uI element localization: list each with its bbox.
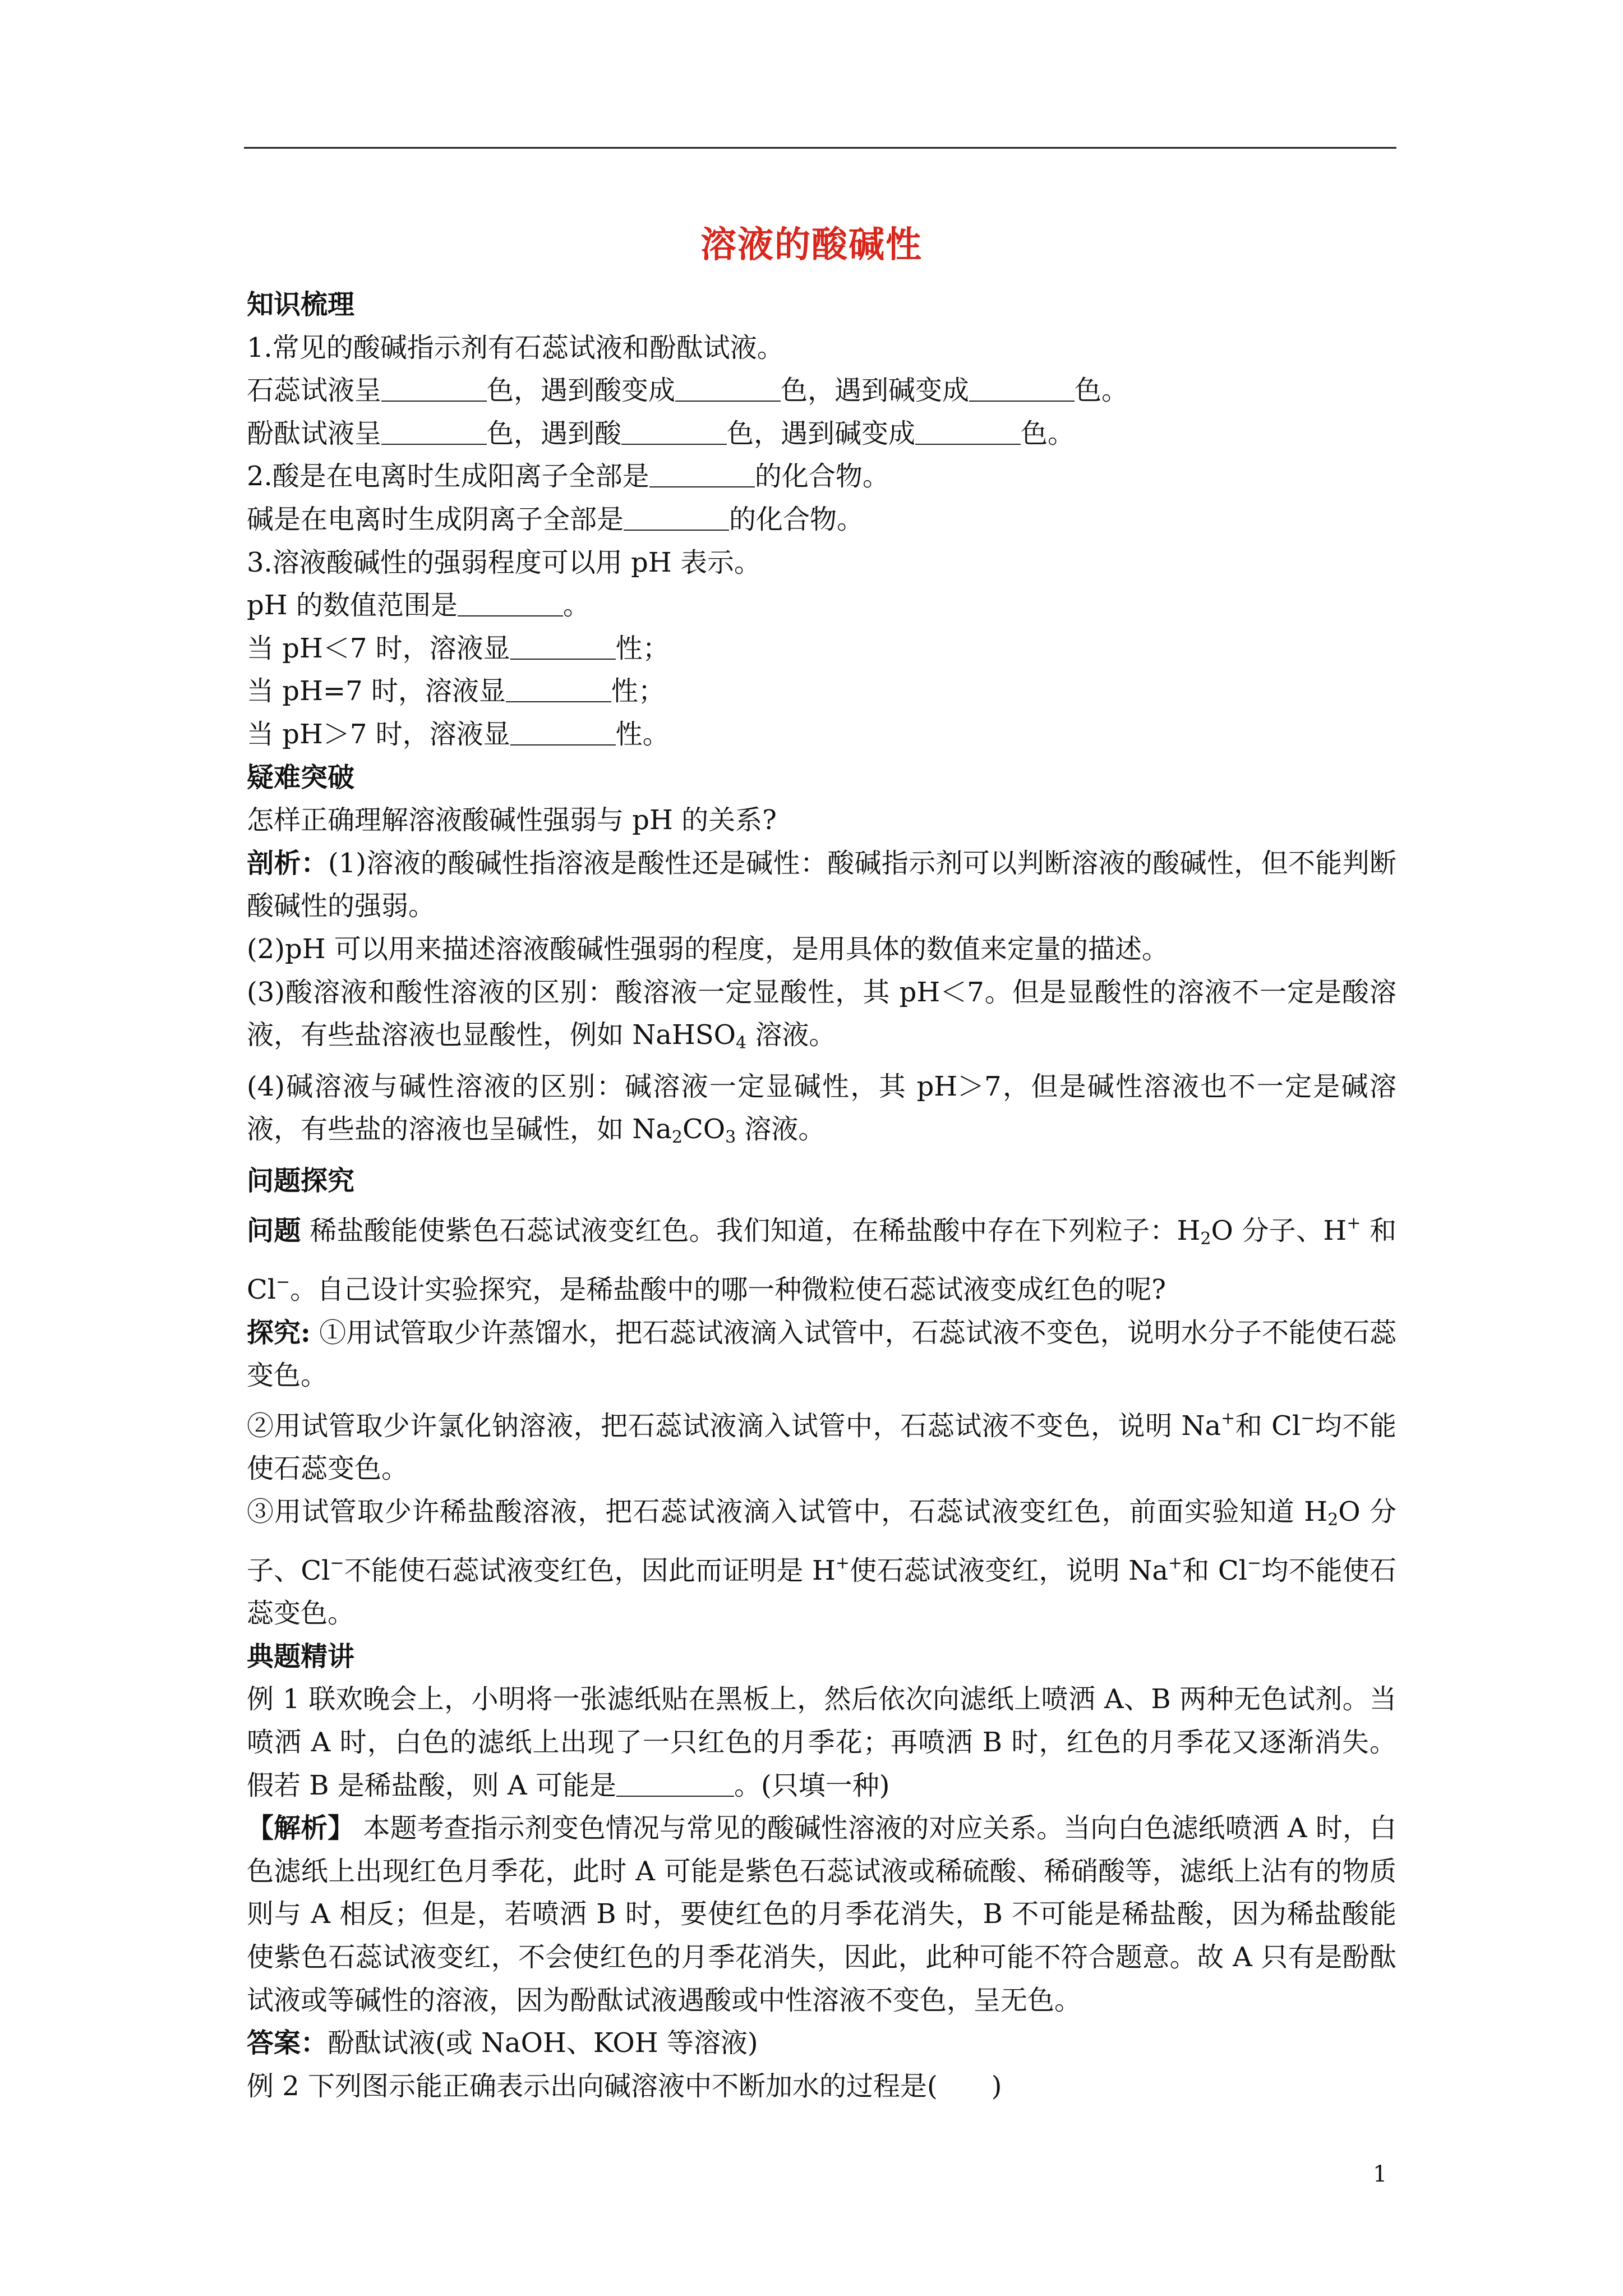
fill-blank (621, 421, 727, 445)
difficulty-analysis-1: 剖析：(1)溶液的酸碱性指溶液是酸性还是碱性：酸碱指示剂可以判断溶液的酸碱性，但不能判断酸碱性的强弱。 (247, 847, 1396, 922)
difficulty-analysis-3: (3)酸溶液和酸性溶液的区别：酸溶液一定显酸性，其 pH＜7。但是显酸性的溶液不一定是酸溶液，有些盐溶液也显酸性，例如 NaHSO$_4$ 溶液。 (247, 976, 1396, 1053)
fill-blank (381, 421, 487, 445)
fill-blank (381, 378, 487, 402)
knowledge-line-4: 2.酸是在电离时生成阳离子全部是 的化合物。 (247, 461, 889, 493)
fill-blank (649, 464, 755, 487)
knowledge-line-5: 碱是在电离时生成阴离子全部是 的化合物。 (247, 503, 864, 535)
inquiry-explore-1: 探究: ①用试管取少许蒸馏水，把石蕊试液滴入试管中，石蕊试液不变色，说明水分子不能使石蕊变色。 (247, 1317, 1396, 1392)
header-rule (244, 147, 1396, 149)
inquiry-problem: 问题 稀盐酸能使紫色石蕊试液变红色。我们知道，在稀盐酸中存在下列粒子：$H_2O$ 分子、H+ 和 Cl−。自己设计实验探究，是稀盐酸中的哪一种微粒使石蕊试液变成红色的呢? (247, 1213, 1396, 1306)
page-number: 1 (1373, 2161, 1387, 2187)
fill-blank (675, 378, 781, 402)
inquiry-explore-2: ②用试管取少许氯化钠溶液，把石蕊试液滴入试管中，石蕊试液不变色，说明 Na+和 Cl−均不能使石蕊变色。 (247, 1408, 1396, 1485)
fill-blank (616, 1773, 734, 1797)
fill-blank (458, 593, 563, 616)
example-1: 例 1 联欢晚会上，小明将一张滤纸贴在黑板上，然后依次向滤纸上喷洒 A、B 两种无色试剂。当喷洒 A 时，白色的滤纸上出现了一只红色的月季花；再喷洒 B 时，红色的月季花又逐渐消失。假若 B 是稀盐酸，则 A 可能是 。(只填一种) (247, 1683, 1396, 1801)
page-title: 溶液的酸碱性 (700, 224, 923, 266)
inquiry-explore-3: ③用试管取少许稀盐酸溶液，把石蕊试液滴入试管中，石蕊试液变红色，前面实验知道 $H_2O$ 分子、Cl−不能使石蕊试液变红色，因此而证明是 H+使石蕊试液变红，说明 Na+和 Cl−均不能使石蕊变色。 (247, 1496, 1396, 1630)
knowledge-line-1: 1.常见的酸碱指示剂有石蕊试液和酚酞试液。 (247, 332, 784, 364)
fill-blank (624, 507, 729, 531)
knowledge-line-6: 3.溶液酸碱性的强弱程度可以用 pH 表示。 (247, 546, 761, 578)
section-heading-inquiry: 问题探究 (247, 1165, 355, 1197)
knowledge-line-3: 酚酞试液呈 色，遇到酸 色，遇到碱变成 色。 (247, 417, 1075, 449)
example-1-analysis: 【解析】 本题考查指示剂变色情况与常见的酸碱性溶液的对应关系。当向白色滤纸喷洒 A 时，白色滤纸上出现红色月季花，此时 A 可能是紫色石蕊试液或稀硫酸、稀硝酸等，滤纸上沾有的物质则与 A 相反；但是，若喷洒 B 时，要使红色的月季花消失，B 不可能是稀盐酸，因为稀盐酸能使紫色石蕊试液变红，不会使红色的月季花消失，因此，此种可能不符合题意。故 A 只有是酚酞试液或等碱性的溶液，因为酚酞试液遇酸或中性溶液不变色，呈无色。 (247, 1812, 1396, 2016)
difficulty-analysis-2: (2)pH 可以用来描述溶液酸碱性强弱的程度，是用具体的数值来定量的描述。 (247, 933, 1169, 965)
example-2: 例 2 下列图示能正确表示出向碱溶液中不断加水的过程是( ) (247, 2070, 1002, 2102)
fill-blank (969, 378, 1075, 402)
fill-blank (510, 636, 616, 660)
example-1-answer: 答案：酚酞试液(或 NaOH、KOH 等溶液) (247, 2027, 758, 2059)
fill-blank (510, 722, 616, 746)
knowledge-line-8: 当 pH＜7 时，溶液显 性； (247, 632, 670, 664)
knowledge-line-2: 石蕊试液呈 色，遇到酸变成 色，遇到碱变成 色。 (247, 375, 1129, 407)
knowledge-line-7: pH 的数值范围是 。 (247, 590, 590, 622)
difficulty-question: 怎样正确理解溶液酸碱性强弱与 pH 的关系? (247, 804, 777, 836)
section-heading-difficulty: 疑难突破 (247, 761, 355, 793)
fill-blank (506, 679, 611, 702)
section-heading-knowledge: 知识梳理 (247, 289, 355, 320)
knowledge-line-9: 当 pH=7 时，溶液显 性； (247, 675, 665, 707)
fill-blank (915, 421, 1021, 445)
content-body (247, 283, 1396, 2108)
knowledge-line-10: 当 pH＞7 时，溶液显 性。 (247, 718, 670, 750)
section-heading-examples: 典题精讲 (247, 1640, 355, 1672)
difficulty-analysis-4: (4)碱溶液与碱性溶液的区别：碱溶液一定显碱性，其 pH＞7，但是碱性溶液也不一定是碱溶液，有些盐的溶液也呈碱性，如 $Na_2CO_3$ 溶液。 (247, 1070, 1396, 1148)
